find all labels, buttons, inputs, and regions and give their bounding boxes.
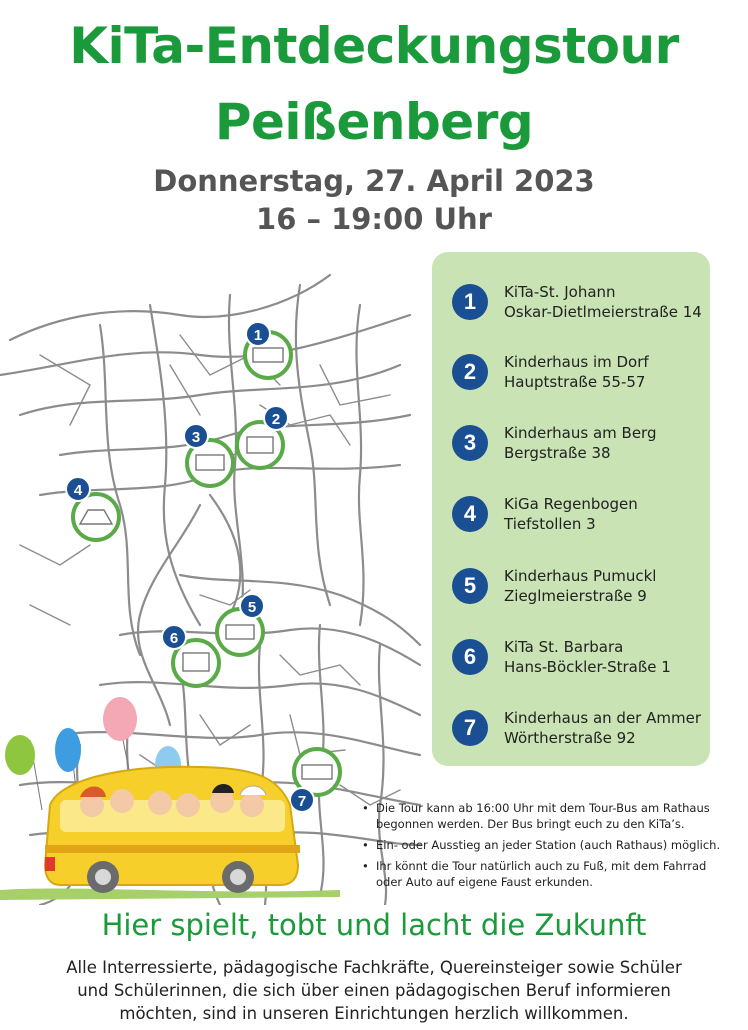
event-time: 16 – 19:00 Uhr [256,202,492,236]
station-name: Kinderhaus an der Ammer [504,709,701,727]
map-marker-label: 1 [253,327,263,344]
map-station-3 [184,424,233,486]
station-address: Hauptstraße 55-57 [504,373,646,391]
station-number-badge: 6 [452,639,488,675]
map-station-2 [237,406,288,468]
station-item-3 [452,419,702,469]
station-name: Kinderhaus Pumuckl [504,567,657,585]
station-address: Oskar-Dietlmeierstraße 14 [504,303,702,321]
bus-illustration [0,697,340,900]
station-name: KiGa Regenbogen [504,495,638,513]
invitation-line: möchten, sind in unseren Einrichtungen herzlich willkommen. [119,1004,629,1023]
station-item-2 [452,348,702,398]
map-station-4 [66,477,119,540]
invitation-line: Alle Interressierte, pädagogische Fachkräfte, Quereinsteiger sowie Schüler [66,958,682,977]
svg-text:2: 2 [271,411,281,428]
slogan: Hier spielt, tobt und lacht die Zukunft [101,908,647,942]
map-station-7 [290,749,340,812]
event-date: Donnerstag, 27. April 2023 [153,164,595,198]
station-address: Tiefstollen 3 [504,515,596,533]
invitation-text [20,956,728,1025]
svg-text:7: 7 [297,793,307,810]
svg-text:6: 6 [169,630,179,647]
station-address: Bergstraße 38 [504,444,611,462]
station-address: Wörtherstraße 92 [504,729,636,747]
station-name: Kinderhaus am Berg [504,424,657,442]
station-number-badge: 3 [452,425,488,461]
station-item-5 [452,562,702,612]
station-list-panel [432,252,710,766]
station-number-badge: 2 [452,354,488,390]
station-item-4 [452,490,702,540]
station-address: Hans-Böckler-Straße 1 [504,658,671,676]
station-item-1 [452,278,702,328]
station-number-badge: 7 [452,710,488,746]
invitation-line: und Schülerinnen, die sich über einen pädagogischen Beruf informieren [77,981,671,1000]
map-station-6 [162,625,219,686]
title-line-1: KiTa-Entdeckungstour [69,17,679,75]
station-number-badge: 1 [452,284,488,320]
station-number-badge: 5 [452,568,488,604]
station-name: KiTa-St. Johann [504,283,616,301]
title-line-2: Peißenberg [214,93,534,151]
station-item-6 [452,633,702,683]
station-item-7 [452,704,702,754]
station-number-badge: 4 [452,496,488,532]
note-bus: • Die Tour kann ab 16:00 Uhr mit dem Tour-Bus am Rathaus begonnen werden. Der Bus bringt euch zu den KiTa’s. [362,800,722,832]
svg-text:3: 3 [191,429,201,446]
station-name: KiTa St. Barbara [504,638,624,656]
svg-text:5: 5 [247,599,257,616]
note-stops: • Ein- oder Ausstieg an jeder Station (auch Rathaus) möglich. [362,837,722,853]
station-address: Zieglmeierstraße 9 [504,587,647,605]
tour-notes [362,800,722,895]
note-self-guided: • Ihr könnt die Tour natürlich auch zu Fuß, mit dem Fahrrad oder Auto auf eigene Faust erkunden. [362,858,722,890]
svg-text:4: 4 [73,482,83,499]
station-name: Kinderhaus im Dorf [504,353,649,371]
map-station-1 [245,322,291,378]
